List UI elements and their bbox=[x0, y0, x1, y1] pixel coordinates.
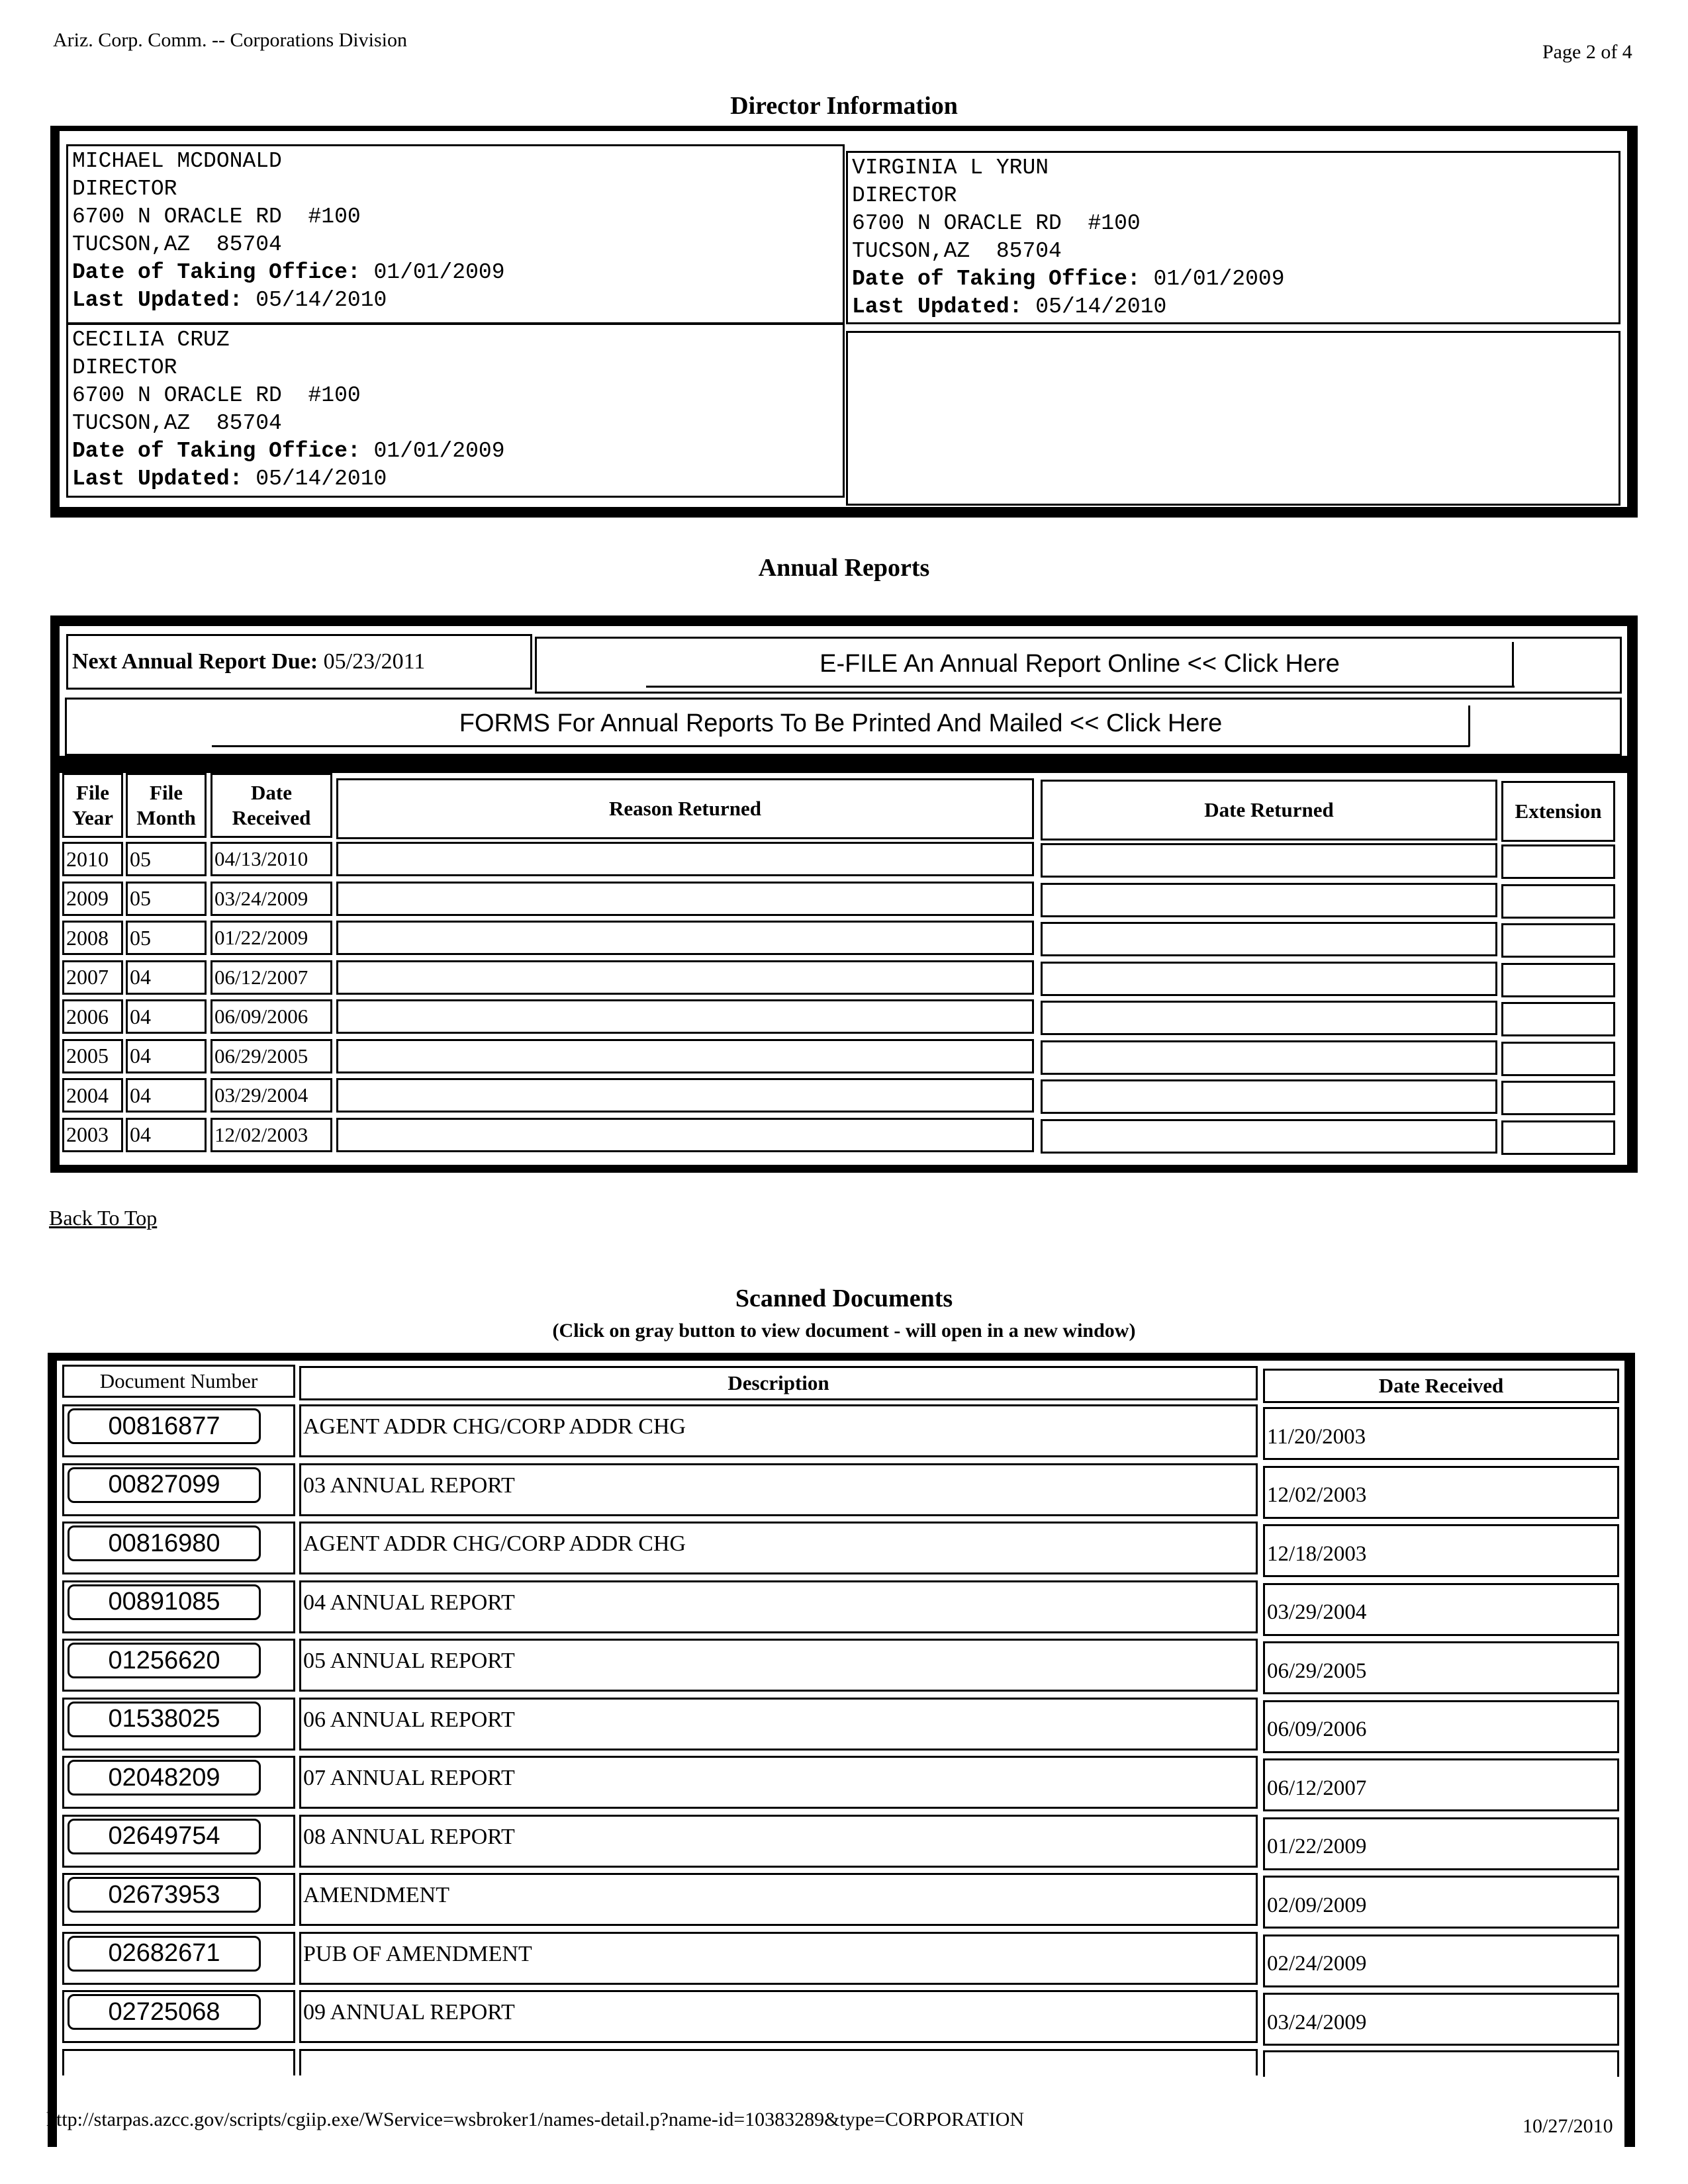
doc-date-received: 03/29/2004 bbox=[1263, 1583, 1619, 1636]
doc-date-received: 12/02/2003 bbox=[1263, 1466, 1619, 1519]
taking-office-date: 01/01/2009 bbox=[373, 439, 505, 463]
view-document-button[interactable]: 01256620 bbox=[68, 1643, 261, 1678]
forms-link-underline bbox=[212, 745, 1470, 747]
ar-date-received: 03/24/2009 bbox=[211, 882, 332, 916]
doc-description: 06 ANNUAL REPORT bbox=[299, 1698, 1258, 1751]
next-report-due-label: Next Annual Report Due: bbox=[72, 649, 318, 674]
col-file-year-line2: Year bbox=[72, 806, 113, 829]
ar-extension bbox=[1501, 963, 1615, 997]
footer-url: http://starpas.azcc.gov/scripts/cgiip.exe/WService=wsbroker1/names-detail.p?name-id=10383289&type=CORPORATION bbox=[46, 2109, 1025, 2130]
col-date-received-line2: Received bbox=[232, 806, 311, 829]
ar-file-year: 2006 bbox=[62, 999, 123, 1034]
doc-date-received: 06/09/2006 bbox=[1263, 1700, 1619, 1753]
ar-reason-returned bbox=[336, 999, 1034, 1034]
col-reason-returned: Reason Returned bbox=[336, 778, 1034, 839]
taking-office-date: 01/01/2009 bbox=[1153, 267, 1285, 291]
director-address-line2: TUCSON,AZ 85704 bbox=[72, 411, 282, 435]
doc-date-received: 06/29/2005 bbox=[1263, 1641, 1619, 1694]
doc-description: 04 ANNUAL REPORT bbox=[299, 1580, 1258, 1633]
annual-reports-title: Annual Reports bbox=[758, 554, 930, 582]
page-header-left: Ariz. Corp. Comm. -- Corporations Division bbox=[53, 29, 407, 51]
ar-file-month: 05 bbox=[126, 882, 207, 916]
ar-date-received: 06/29/2005 bbox=[211, 1039, 332, 1073]
director-card-empty bbox=[846, 331, 1620, 506]
ar-extension bbox=[1501, 1002, 1615, 1036]
efile-link-edge bbox=[1512, 642, 1514, 686]
ar-date-returned bbox=[1041, 922, 1497, 956]
last-updated-date: 05/14/2010 bbox=[256, 288, 387, 312]
doc-date-received: 11/20/2003 bbox=[1263, 1407, 1619, 1460]
ar-file-month: 04 bbox=[126, 1118, 207, 1152]
director-card bbox=[846, 151, 1620, 324]
ar-extension bbox=[1501, 884, 1615, 919]
ar-date-received: 06/09/2006 bbox=[211, 999, 332, 1034]
last-updated-label: Last Updated: bbox=[852, 295, 1023, 319]
doc-description: AGENT ADDR CHG/CORP ADDR CHG bbox=[299, 1404, 1258, 1457]
ar-date-returned bbox=[1041, 1001, 1497, 1035]
ar-reason-returned bbox=[336, 1118, 1034, 1152]
doc-description: 07 ANNUAL REPORT bbox=[299, 1756, 1258, 1809]
view-document-button[interactable]: 01538025 bbox=[68, 1702, 261, 1737]
doc-description: 08 ANNUAL REPORT bbox=[299, 1815, 1258, 1868]
doc-description: 05 ANNUAL REPORT bbox=[299, 1639, 1258, 1692]
doc-date-received: 02/24/2009 bbox=[1263, 1934, 1619, 1987]
director-section-title: Director Information bbox=[730, 92, 958, 120]
doc-row-partial bbox=[1263, 2050, 1619, 2077]
back-to-top-link[interactable]: Back To Top bbox=[49, 1206, 158, 1230]
col-file-month-line1: File bbox=[150, 781, 183, 804]
ar-file-month: 04 bbox=[126, 1039, 207, 1073]
doc-description: 03 ANNUAL REPORT bbox=[299, 1463, 1258, 1516]
ar-file-month: 04 bbox=[126, 999, 207, 1034]
next-report-due-date: 05/23/2011 bbox=[323, 649, 426, 674]
ar-file-year: 2003 bbox=[62, 1118, 123, 1152]
scanned-docs-title: Scanned Documents bbox=[735, 1285, 953, 1312]
doc-date-received: 06/12/2007 bbox=[1263, 1758, 1619, 1811]
ar-date-returned bbox=[1041, 843, 1497, 878]
director-name: MICHAEL MCDONALD bbox=[72, 149, 282, 173]
footer-date: 10/27/2010 bbox=[1523, 2115, 1613, 2137]
view-document-button[interactable]: 00827099 bbox=[68, 1467, 261, 1503]
taking-office-label: Date of Taking Office: bbox=[852, 267, 1141, 291]
col-file-year bbox=[62, 773, 123, 838]
ar-reason-returned bbox=[336, 921, 1034, 955]
col-date-received bbox=[211, 773, 332, 838]
doc-row-partial bbox=[62, 2049, 295, 2075]
director-role: DIRECTOR bbox=[852, 183, 957, 208]
col-date-returned: Date Returned bbox=[1041, 780, 1497, 841]
efile-annual-report-link[interactable]: E-FILE An Annual Report Online << Click Here bbox=[820, 649, 1340, 678]
col-document-number: Document Number bbox=[62, 1365, 295, 1398]
doc-row-partial bbox=[299, 2049, 1258, 2075]
ar-date-returned bbox=[1041, 883, 1497, 917]
efile-link-underline bbox=[646, 686, 1515, 688]
director-card bbox=[66, 323, 845, 498]
taking-office-label: Date of Taking Office: bbox=[72, 439, 361, 463]
forms-annual-report-link[interactable]: FORMS For Annual Reports To Be Printed And Mailed << Click Here bbox=[459, 709, 1223, 737]
ar-date-received: 01/22/2009 bbox=[211, 921, 332, 955]
ar-date-received: 06/12/2007 bbox=[211, 960, 332, 995]
ar-reason-returned bbox=[336, 1078, 1034, 1113]
ar-file-year: 2009 bbox=[62, 882, 123, 916]
doc-date-received: 01/22/2009 bbox=[1263, 1817, 1619, 1870]
col-description: Description bbox=[299, 1366, 1258, 1400]
ar-file-year: 2005 bbox=[62, 1039, 123, 1073]
doc-description: 09 ANNUAL REPORT bbox=[299, 1990, 1258, 2043]
ar-reason-returned bbox=[336, 842, 1034, 876]
table-divider bbox=[60, 756, 1628, 773]
doc-description: AGENT ADDR CHG/CORP ADDR CHG bbox=[299, 1522, 1258, 1574]
ar-extension bbox=[1501, 1081, 1615, 1115]
director-card bbox=[66, 144, 845, 324]
next-report-due bbox=[66, 634, 532, 690]
director-address-line1: 6700 N ORACLE RD #100 bbox=[72, 383, 361, 408]
page-number: Page 2 of 4 bbox=[1542, 41, 1632, 63]
col-extension: Extension bbox=[1501, 781, 1615, 842]
ar-extension bbox=[1501, 923, 1615, 958]
view-document-button[interactable]: 02725068 bbox=[68, 1994, 261, 2030]
ar-date-returned bbox=[1041, 1079, 1497, 1114]
view-document-button[interactable]: 00891085 bbox=[68, 1584, 261, 1620]
doc-date-received: 12/18/2003 bbox=[1263, 1524, 1619, 1577]
col-date-received-line1: Date bbox=[251, 781, 292, 804]
view-document-button[interactable]: 00816877 bbox=[68, 1408, 261, 1444]
ar-file-month: 04 bbox=[126, 960, 207, 995]
ar-date-returned bbox=[1041, 1040, 1497, 1075]
doc-description: AMENDMENT bbox=[299, 1873, 1258, 1926]
ar-reason-returned bbox=[336, 882, 1034, 916]
ar-date-returned bbox=[1041, 962, 1497, 996]
ar-reason-returned bbox=[336, 1039, 1034, 1073]
ar-extension bbox=[1501, 844, 1615, 879]
view-document-button[interactable]: 02649754 bbox=[68, 1819, 261, 1854]
ar-file-month: 05 bbox=[126, 842, 207, 876]
doc-description: PUB OF AMENDMENT bbox=[299, 1932, 1258, 1985]
scanned-docs-subtitle: (Click on gray button to view document - will open in a new window) bbox=[552, 1320, 1136, 1342]
ar-reason-returned bbox=[336, 960, 1034, 995]
col-file-month bbox=[126, 773, 207, 838]
forms-link-edge bbox=[1468, 705, 1470, 747]
ar-file-month: 04 bbox=[126, 1078, 207, 1113]
taking-office-date: 01/01/2009 bbox=[373, 260, 505, 285]
director-name: VIRGINIA L YRUN bbox=[852, 156, 1049, 180]
view-document-button[interactable]: 02682671 bbox=[68, 1936, 261, 1972]
ar-file-month: 05 bbox=[126, 921, 207, 955]
ar-date-received: 12/02/2003 bbox=[211, 1118, 332, 1152]
ar-file-year: 2010 bbox=[62, 842, 123, 876]
col-file-month-line2: Month bbox=[136, 806, 196, 829]
col-file-year-line1: File bbox=[76, 781, 109, 804]
view-document-button[interactable]: 00816980 bbox=[68, 1525, 261, 1561]
director-address-line1: 6700 N ORACLE RD #100 bbox=[72, 205, 361, 229]
director-role: DIRECTOR bbox=[72, 355, 177, 380]
director-role: DIRECTOR bbox=[72, 177, 177, 201]
director-name: CECILIA CRUZ bbox=[72, 328, 230, 352]
ar-date-received: 03/29/2004 bbox=[211, 1078, 332, 1113]
director-address-line2: TUCSON,AZ 85704 bbox=[72, 232, 282, 257]
doc-date-received: 02/09/2009 bbox=[1263, 1876, 1619, 1929]
director-address-line1: 6700 N ORACLE RD #100 bbox=[852, 211, 1141, 236]
last-updated-date: 05/14/2010 bbox=[256, 467, 387, 491]
last-updated-date: 05/14/2010 bbox=[1035, 295, 1167, 319]
ar-file-year: 2007 bbox=[62, 960, 123, 995]
ar-date-received: 04/13/2010 bbox=[211, 842, 332, 876]
ar-date-returned bbox=[1041, 1119, 1497, 1154]
last-updated-label: Last Updated: bbox=[72, 467, 243, 491]
ar-extension bbox=[1501, 1120, 1615, 1155]
view-document-button[interactable]: 02048209 bbox=[68, 1760, 261, 1796]
ar-file-year: 2004 bbox=[62, 1078, 123, 1113]
view-document-button[interactable]: 02673953 bbox=[68, 1877, 261, 1913]
doc-date-received: 03/24/2009 bbox=[1263, 1993, 1619, 2046]
last-updated-label: Last Updated: bbox=[72, 288, 243, 312]
director-address-line2: TUCSON,AZ 85704 bbox=[852, 239, 1062, 263]
ar-extension bbox=[1501, 1042, 1615, 1076]
ar-file-year: 2008 bbox=[62, 921, 123, 955]
col-date-received-docs: Date Received bbox=[1263, 1369, 1619, 1403]
taking-office-label: Date of Taking Office: bbox=[72, 260, 361, 285]
